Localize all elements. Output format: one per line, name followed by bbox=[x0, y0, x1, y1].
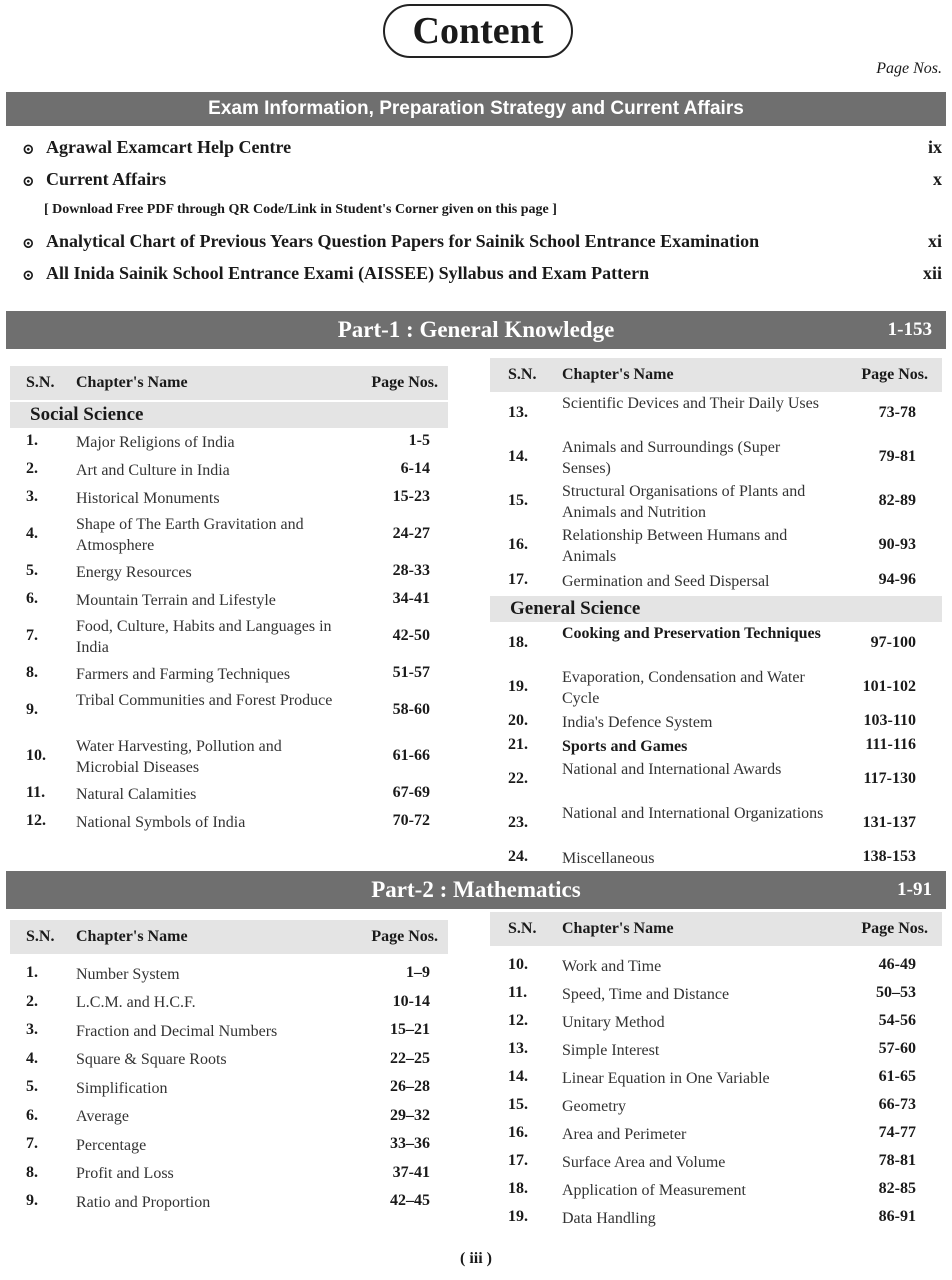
row-sn: 7. bbox=[26, 1135, 38, 1153]
toc-row bbox=[490, 734, 942, 758]
row-chapter-name: Energy Resources bbox=[76, 563, 192, 581]
toc-row bbox=[490, 436, 942, 480]
toc-row bbox=[10, 688, 448, 734]
toc-row bbox=[490, 1008, 942, 1036]
part2-right-toc bbox=[490, 912, 942, 1232]
toc-header bbox=[10, 366, 448, 400]
row-sn: 3. bbox=[26, 488, 38, 505]
row-chapter-name: Speed, Time and Distance bbox=[562, 985, 730, 1003]
row-page-nos: 46-49 bbox=[878, 956, 916, 973]
row-page-nos: 22–25 bbox=[390, 1049, 430, 1067]
section-heading bbox=[10, 402, 448, 428]
toc-row bbox=[490, 392, 942, 436]
info-item-text: Agrawal Examcart Help Centre bbox=[46, 137, 292, 157]
row-page-nos: 111-116 bbox=[865, 736, 916, 753]
row-chapter-name: Natural Calamities bbox=[76, 785, 197, 803]
bullet-icon: ⊙ bbox=[22, 268, 35, 284]
row-chapter-name: Average bbox=[76, 1108, 129, 1126]
row-sn: 6. bbox=[26, 1106, 38, 1124]
bullet-icon: ⊙ bbox=[22, 236, 35, 252]
row-chapter-name: Area and Perimeter bbox=[562, 1125, 687, 1143]
row-sn: 22. bbox=[508, 770, 528, 787]
toc-row bbox=[490, 568, 942, 594]
header-page-nos: Page Nos. bbox=[371, 928, 438, 945]
row-chapter-name: Fraction and Decimal Numbers bbox=[76, 1022, 278, 1040]
row-page-nos: 74-77 bbox=[878, 1124, 916, 1141]
part2-title: Part-2 : Mathematics bbox=[371, 877, 581, 902]
info-item-page: xii bbox=[922, 263, 942, 283]
toc-row bbox=[490, 1092, 942, 1120]
row-sn: 4. bbox=[26, 525, 38, 542]
toc-row bbox=[10, 808, 448, 836]
row-page-nos: 94-96 bbox=[878, 571, 916, 588]
row-sn: 17. bbox=[508, 571, 528, 588]
row-chapter-name: Linear Equation in One Variable bbox=[562, 1069, 770, 1087]
row-sn: 18. bbox=[508, 1180, 528, 1197]
row-sn: 16. bbox=[508, 1124, 528, 1141]
info-item-page: x bbox=[933, 169, 942, 189]
row-page-nos: 15–21 bbox=[390, 1021, 430, 1039]
row-sn: 15. bbox=[508, 1096, 528, 1113]
row-chapter-name: Shape of The Earth Gravitation and Atmosphere bbox=[76, 516, 304, 554]
row-sn: 16. bbox=[508, 536, 528, 553]
section-title: General Science bbox=[510, 598, 641, 619]
info-item-page: xi bbox=[927, 231, 942, 251]
info-item bbox=[22, 228, 942, 260]
toc-row bbox=[10, 512, 448, 558]
row-sn: 1. bbox=[26, 964, 38, 982]
row-sn: 19. bbox=[508, 1208, 528, 1225]
toc-row bbox=[10, 1103, 448, 1132]
row-chapter-name: Scientific Devices and Their Daily Uses bbox=[562, 395, 819, 412]
row-sn: 15. bbox=[508, 492, 528, 509]
row-sn: 17. bbox=[508, 1152, 528, 1169]
toc-row bbox=[490, 980, 942, 1008]
part1-band bbox=[6, 311, 946, 349]
row-chapter-name: Number System bbox=[76, 965, 180, 983]
row-sn: 1. bbox=[26, 432, 38, 449]
row-chapter-name: National Symbols of India bbox=[76, 813, 246, 831]
row-chapter-name: Farmers and Farming Techniques bbox=[76, 665, 291, 683]
row-chapter-name: Art and Culture in India bbox=[76, 461, 230, 479]
toc-row bbox=[490, 1064, 942, 1092]
bullet-icon: ⊙ bbox=[22, 174, 35, 190]
toc-row bbox=[10, 428, 448, 456]
header-chapter-name: Chapter's Name bbox=[562, 366, 674, 383]
toc-row bbox=[10, 586, 448, 614]
toc-row bbox=[10, 1188, 448, 1217]
row-page-nos: 42–45 bbox=[390, 1192, 430, 1210]
row-sn: 8. bbox=[26, 1163, 38, 1181]
row-chapter-name: Evaporation, Condensation and Water Cycle bbox=[562, 669, 805, 707]
row-sn: 7. bbox=[26, 627, 38, 644]
row-page-nos: 51-57 bbox=[392, 664, 430, 681]
row-page-nos: 82-85 bbox=[878, 1180, 916, 1197]
toc-row bbox=[490, 952, 942, 980]
info-item-text: [ Download Free PDF through QR Code/Link in Student's Corner given on this page ] bbox=[44, 202, 557, 217]
row-chapter-name: Simple Interest bbox=[562, 1041, 660, 1059]
row-sn: 14. bbox=[508, 448, 528, 465]
row-chapter-name: Animals and Surroundings (Super Senses) bbox=[562, 439, 781, 477]
toc-row bbox=[10, 1074, 448, 1103]
row-page-nos: 73-78 bbox=[878, 404, 916, 421]
info-item-text: Analytical Chart of Previous Years Question Papers for Sainik School Entrance Examination bbox=[46, 231, 760, 251]
row-page-nos: 97-100 bbox=[870, 634, 916, 651]
header-page-nos: Page Nos. bbox=[371, 374, 438, 391]
row-sn: 8. bbox=[26, 664, 38, 681]
row-page-nos: 26–28 bbox=[390, 1078, 430, 1096]
toc-row bbox=[490, 1120, 942, 1148]
row-page-nos: 58-60 bbox=[392, 701, 430, 718]
part2-left-toc bbox=[10, 920, 448, 1217]
title-area bbox=[0, 4, 952, 60]
row-chapter-name: Data Handling bbox=[562, 1209, 656, 1227]
toc-row bbox=[10, 456, 448, 484]
info-item-text: All Inida Sainik School Entrance Exami (AISSEE) Syllabus and Exam Pattern bbox=[46, 263, 650, 283]
row-page-nos: 103-110 bbox=[863, 712, 916, 729]
part2-band bbox=[6, 871, 946, 909]
toc-row bbox=[490, 1036, 942, 1064]
row-page-nos: 61-65 bbox=[878, 1068, 916, 1085]
toc-row bbox=[490, 480, 942, 524]
row-sn: 14. bbox=[508, 1068, 528, 1085]
row-page-nos: 10-14 bbox=[392, 992, 430, 1010]
row-sn: 13. bbox=[508, 404, 528, 421]
row-page-nos: 79-81 bbox=[878, 448, 916, 465]
info-note bbox=[22, 198, 942, 228]
row-sn: 2. bbox=[26, 992, 38, 1010]
row-page-nos: 61-66 bbox=[392, 747, 430, 764]
toc-row bbox=[10, 558, 448, 586]
section-title: Social Science bbox=[30, 404, 144, 425]
part1-left-toc bbox=[10, 366, 448, 836]
part1-title: Part-1 : General Knowledge bbox=[337, 317, 615, 342]
toc-row bbox=[10, 484, 448, 512]
row-chapter-name: Food, Culture, Habits and Languages in India bbox=[76, 618, 332, 656]
row-page-nos: 66-73 bbox=[878, 1096, 916, 1113]
exam-info-heading: Exam Information, Preparation Strategy and Current Affairs bbox=[6, 92, 946, 126]
toc-header bbox=[490, 912, 942, 946]
row-page-nos: 33–36 bbox=[390, 1135, 430, 1153]
row-chapter-name: Work and Time bbox=[562, 957, 662, 975]
row-chapter-name: India's Defence System bbox=[562, 713, 713, 731]
header-page-nos: Page Nos. bbox=[861, 920, 928, 937]
row-chapter-name: Simplification bbox=[76, 1079, 168, 1097]
header-sn: S.N. bbox=[508, 366, 537, 383]
header-chapter-name: Chapter's Name bbox=[76, 928, 188, 945]
row-sn: 21. bbox=[508, 736, 528, 753]
row-sn: 9. bbox=[26, 701, 38, 718]
row-page-nos: 117-130 bbox=[863, 770, 916, 787]
info-item bbox=[22, 134, 942, 166]
row-sn: 23. bbox=[508, 814, 528, 831]
info-item-page: ix bbox=[927, 137, 942, 157]
row-chapter-name: Tribal Communities and Forest Produce bbox=[76, 692, 333, 709]
row-page-nos: 28-33 bbox=[392, 562, 430, 579]
page-footer: ( iii ) bbox=[460, 1250, 492, 1267]
toc-row bbox=[10, 734, 448, 780]
row-sn: 11. bbox=[26, 784, 46, 801]
row-chapter-name: Structural Organisations of Plants and Animals and Nutrition bbox=[562, 483, 806, 521]
row-chapter-name: Water Harvesting, Pollution and Microbial Diseases bbox=[76, 738, 282, 776]
row-page-nos: 15-23 bbox=[392, 488, 430, 505]
row-chapter-name: Ratio and Proportion bbox=[76, 1193, 211, 1211]
row-sn: 5. bbox=[26, 562, 38, 579]
row-sn: 3. bbox=[26, 1021, 38, 1039]
toc-row bbox=[490, 846, 942, 870]
header-chapter-name: Chapter's Name bbox=[76, 374, 188, 391]
row-sn: 6. bbox=[26, 590, 38, 607]
toc-row bbox=[10, 1017, 448, 1046]
row-sn: 12. bbox=[508, 1012, 528, 1029]
row-page-nos: 29–32 bbox=[390, 1106, 430, 1124]
row-sn: 24. bbox=[508, 848, 528, 865]
row-sn: 10. bbox=[26, 747, 46, 764]
toc-row bbox=[10, 989, 448, 1018]
row-chapter-name: Relationship Between Humans and Animals bbox=[562, 527, 788, 565]
row-chapter-name: Historical Monuments bbox=[76, 489, 220, 507]
section-heading bbox=[490, 596, 942, 622]
toc-row bbox=[10, 1046, 448, 1075]
row-chapter-name: Cooking and Preservation Techniques bbox=[562, 625, 821, 642]
row-page-nos: 34-41 bbox=[392, 590, 430, 607]
row-sn: 20. bbox=[508, 712, 528, 729]
row-chapter-name: Application of Measurement bbox=[562, 1181, 746, 1199]
toc-header bbox=[490, 358, 942, 392]
row-page-nos: 1-5 bbox=[408, 432, 430, 449]
info-item-text: Current Affairs bbox=[46, 169, 167, 189]
row-sn: 5. bbox=[26, 1078, 38, 1096]
row-chapter-name: Sports and Games bbox=[562, 737, 688, 755]
header-sn: S.N. bbox=[508, 920, 537, 937]
row-page-nos: 90-93 bbox=[878, 536, 916, 553]
row-chapter-name: Miscellaneous bbox=[562, 849, 655, 867]
toc-row bbox=[10, 660, 448, 688]
row-sn: 18. bbox=[508, 634, 528, 651]
row-chapter-name: Geometry bbox=[562, 1097, 626, 1115]
row-sn: 4. bbox=[26, 1049, 38, 1067]
toc-row bbox=[490, 1204, 942, 1232]
toc-row bbox=[10, 960, 448, 989]
bullet-icon: ⊙ bbox=[22, 142, 35, 158]
toc-row bbox=[10, 614, 448, 660]
page-title: Content bbox=[383, 4, 573, 58]
toc-row bbox=[490, 524, 942, 568]
toc-header bbox=[10, 920, 448, 954]
row-page-nos: 1–9 bbox=[406, 964, 430, 982]
toc-row bbox=[490, 1176, 942, 1204]
row-page-nos: 82-89 bbox=[878, 492, 916, 509]
row-sn: 9. bbox=[26, 1192, 38, 1210]
row-chapter-name: National and International Awards bbox=[562, 761, 782, 778]
row-sn: 13. bbox=[508, 1040, 528, 1057]
part1-range: 1-153 bbox=[887, 319, 932, 340]
row-chapter-name: L.C.M. and H.C.F. bbox=[76, 994, 196, 1012]
info-item bbox=[22, 260, 942, 292]
exam-info-list bbox=[22, 134, 942, 292]
toc-row bbox=[490, 622, 942, 666]
row-sn: 11. bbox=[508, 984, 528, 1001]
row-chapter-name: Square & Square Roots bbox=[76, 1051, 227, 1069]
page-nos-label: Page Nos. bbox=[876, 60, 942, 77]
row-sn: 10. bbox=[508, 956, 528, 973]
header-sn: S.N. bbox=[26, 374, 55, 391]
row-page-nos: 24-27 bbox=[392, 525, 430, 542]
toc-row bbox=[10, 1160, 448, 1189]
row-chapter-name: Mountain Terrain and Lifestyle bbox=[76, 591, 276, 609]
info-item bbox=[22, 166, 942, 198]
row-page-nos: 131-137 bbox=[862, 814, 916, 831]
row-chapter-name: Unitary Method bbox=[562, 1013, 665, 1031]
row-page-nos: 6-14 bbox=[400, 460, 430, 477]
row-sn: 2. bbox=[26, 460, 38, 477]
toc-row bbox=[10, 1131, 448, 1160]
header-sn: S.N. bbox=[26, 928, 55, 945]
part1-right-toc bbox=[490, 358, 942, 870]
row-page-nos: 57-60 bbox=[878, 1040, 916, 1057]
row-sn: 12. bbox=[26, 812, 46, 829]
row-chapter-name: Percentage bbox=[76, 1136, 147, 1154]
row-page-nos: 78-81 bbox=[878, 1152, 916, 1169]
row-chapter-name: National and International Organizations bbox=[562, 805, 824, 822]
toc-row bbox=[10, 780, 448, 808]
row-page-nos: 37-41 bbox=[392, 1163, 430, 1181]
toc-row bbox=[490, 666, 942, 710]
row-chapter-name: Surface Area and Volume bbox=[562, 1153, 726, 1171]
toc-row bbox=[490, 758, 942, 802]
row-page-nos: 54-56 bbox=[878, 1012, 916, 1029]
toc-row bbox=[490, 1148, 942, 1176]
row-page-nos: 86-91 bbox=[878, 1208, 916, 1225]
row-page-nos: 138-153 bbox=[862, 848, 916, 865]
header-chapter-name: Chapter's Name bbox=[562, 920, 674, 937]
row-page-nos: 67-69 bbox=[392, 784, 430, 801]
toc-row bbox=[490, 802, 942, 846]
row-page-nos: 50–53 bbox=[876, 984, 916, 1001]
row-page-nos: 42-50 bbox=[392, 627, 430, 644]
row-chapter-name: Major Religions of India bbox=[76, 433, 235, 451]
row-chapter-name: Profit and Loss bbox=[76, 1165, 174, 1183]
row-sn: 19. bbox=[508, 678, 528, 695]
header-page-nos: Page Nos. bbox=[861, 366, 928, 383]
row-page-nos: 70-72 bbox=[392, 812, 430, 829]
row-chapter-name: Germination and Seed Dispersal bbox=[562, 572, 770, 590]
toc-row bbox=[490, 710, 942, 734]
part2-range: 1-91 bbox=[897, 879, 932, 900]
row-page-nos: 101-102 bbox=[862, 678, 916, 695]
